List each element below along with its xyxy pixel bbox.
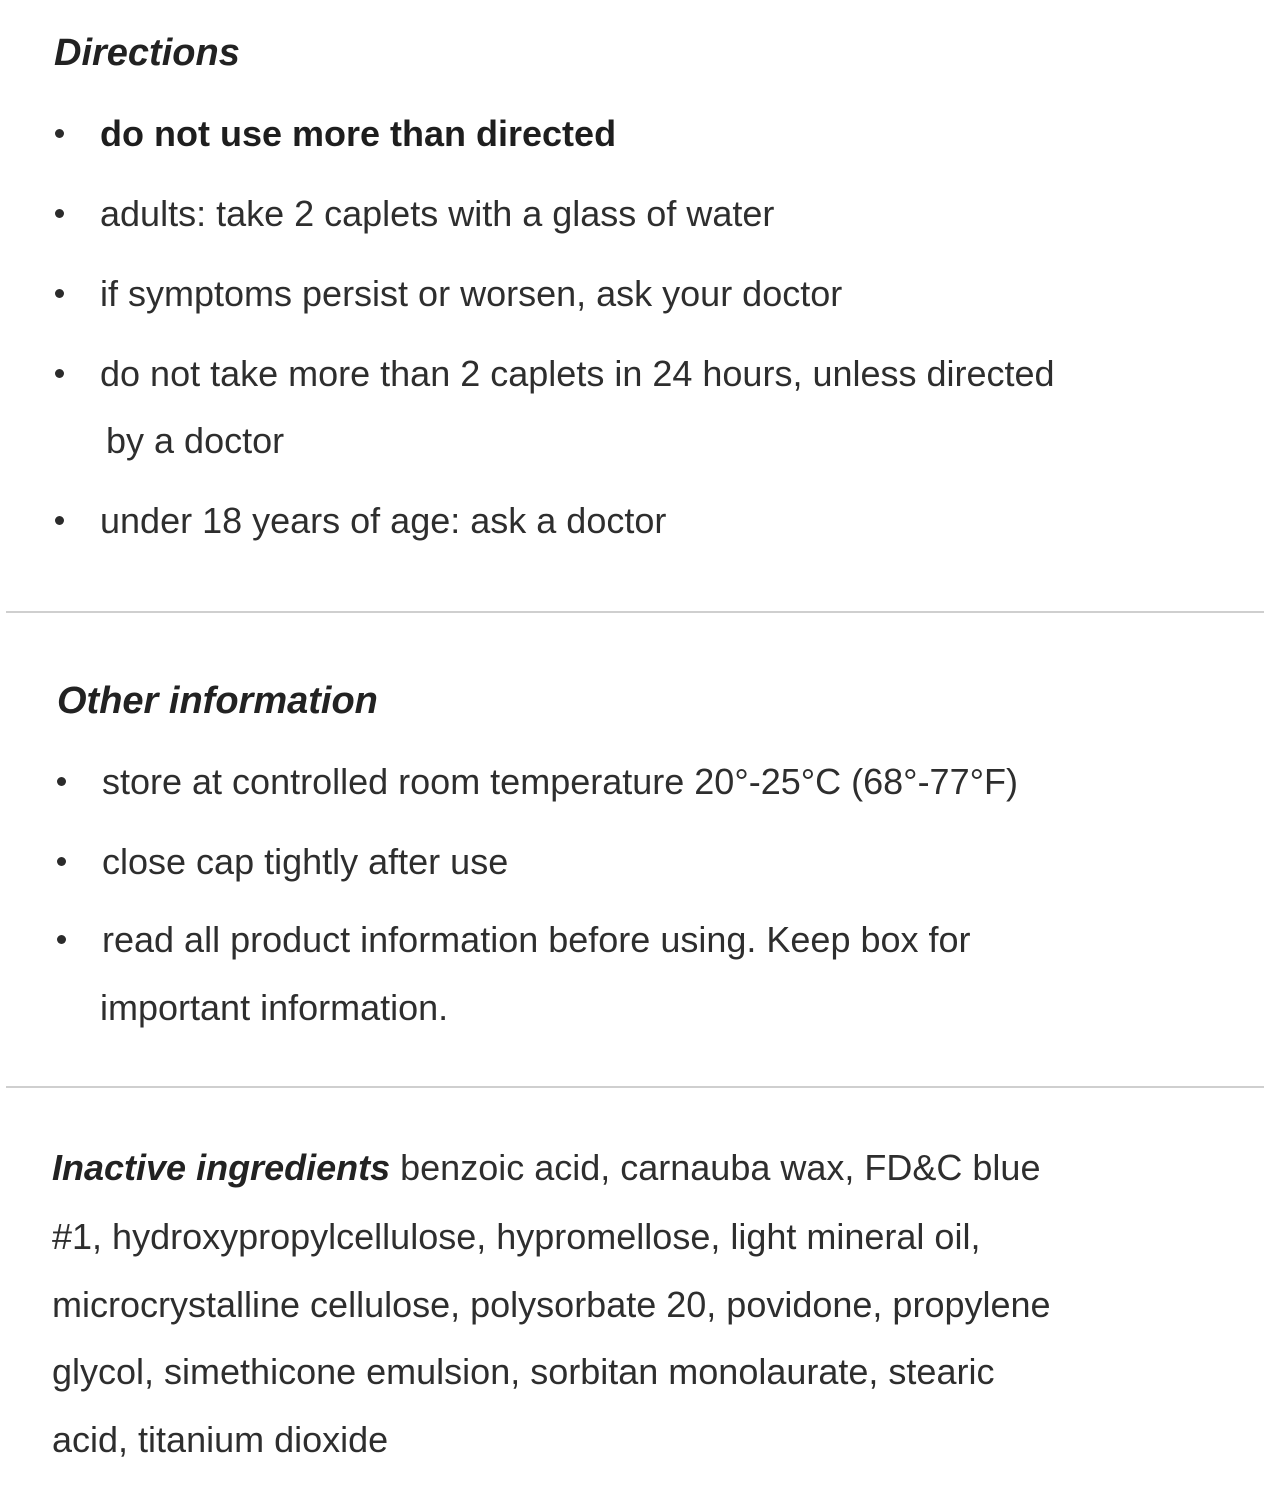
other-info-item-3: read all product information before using. Keep box for <box>102 919 971 960</box>
directions-item-4: do not take more than 2 caplets in 24 hours, unless directed <box>100 353 1055 394</box>
bullet-icon <box>57 777 66 786</box>
inactive-ingredients-label: Inactive ingredients <box>52 1147 391 1188</box>
directions-item-5: under 18 years of age: ask a doctor <box>100 500 667 541</box>
bullet-icon <box>55 369 64 378</box>
bullet-icon <box>57 857 66 866</box>
inactive-ingredients-line-2: #1, hydroxypropylcellulose, hypromellose, light mineral oil, <box>52 1216 981 1257</box>
other-info-item-2: close cap tightly after use <box>102 841 509 882</box>
inactive-ingredients-line-5: acid, titanium dioxide <box>52 1419 389 1460</box>
other-information-heading: Other information <box>57 680 378 722</box>
bullet-icon <box>55 209 64 218</box>
directions-item-1: do not use more than directed <box>100 113 617 154</box>
directions-item-2: adults: take 2 caplets with a glass of water <box>100 193 775 234</box>
bullet-icon <box>55 516 64 525</box>
inactive-ingredients-line-3: microcrystalline cellulose, polysorbate 20, povidone, propylene <box>52 1284 1051 1325</box>
other-info-item-1: store at controlled room temperature 20°-25°C (68°-77°F) <box>102 761 1018 802</box>
inactive-ingredients-line-1 <box>52 1147 1040 1189</box>
inactive-ingredients-line-4: glycol, simethicone emulsion, sorbitan monolaurate, stearic <box>52 1351 995 1392</box>
section-divider <box>6 1086 1264 1088</box>
directions-item-3: if symptoms persist or worsen, ask your doctor <box>100 273 843 314</box>
bullet-icon <box>55 129 64 138</box>
section-divider <box>6 611 1264 613</box>
directions-item-4-continuation: by a doctor <box>106 420 285 461</box>
other-info-item-3-continuation: important information. <box>100 987 449 1028</box>
bullet-icon <box>57 935 66 944</box>
directions-heading: Directions <box>54 32 240 74</box>
inactive-ingredients-text: benzoic acid, carnauba wax, FD&C blue <box>400 1147 1041 1188</box>
bullet-icon <box>55 289 64 298</box>
